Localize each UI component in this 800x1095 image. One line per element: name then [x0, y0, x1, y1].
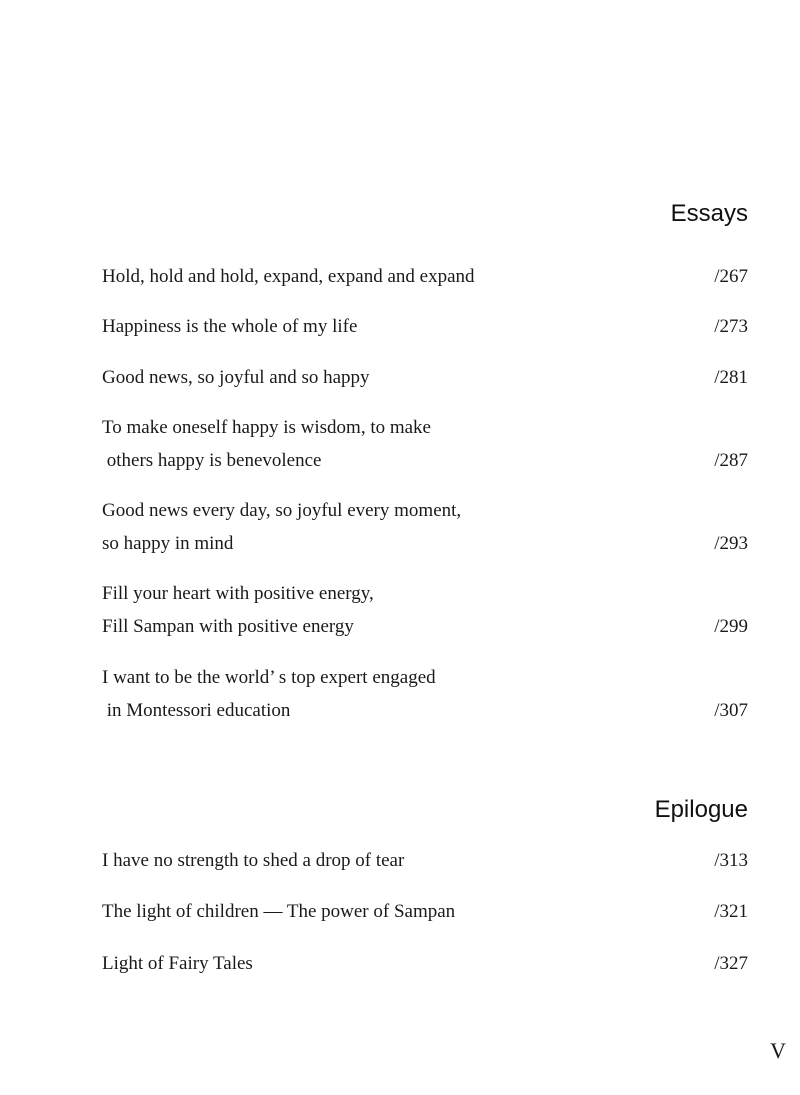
- toc-entry-title: [102, 494, 622, 560]
- toc-entry-title: [102, 895, 622, 928]
- section-heading-epilogue: Epilogue: [654, 796, 748, 823]
- toc-entry-title: [102, 411, 622, 477]
- section-heading-essays: Essays: [670, 200, 748, 227]
- toc-entry-title: [102, 844, 622, 877]
- toc-entry-title: [102, 361, 622, 394]
- toc-entry-page: /281: [714, 367, 748, 388]
- toc-entry-line: Fill Sampan with positive energy: [102, 616, 354, 637]
- toc-entry-line: I want to be the world’ s top expert engaged: [102, 667, 436, 688]
- toc-entry-page: /299: [714, 616, 748, 637]
- toc-entry-title: [102, 577, 622, 643]
- toc-entry: [102, 310, 748, 343]
- toc-entry-page: /287: [714, 450, 748, 471]
- toc-entry-title: [102, 260, 622, 293]
- toc-entry-title: [102, 661, 622, 727]
- toc-entry: [102, 260, 748, 293]
- toc-entry: [102, 411, 748, 477]
- toc-entry: [102, 661, 748, 727]
- toc-entry-page: /293: [714, 533, 748, 554]
- toc-entry-title: [102, 947, 622, 980]
- toc-entry-line: To make oneself happy is wisdom, to make: [102, 417, 431, 438]
- page-number: V: [770, 1038, 786, 1063]
- toc-entry-page: /327: [714, 953, 748, 974]
- toc-entry-line: in Montessori education: [102, 700, 291, 721]
- toc-entry-line: others happy is benevolence: [102, 450, 322, 471]
- toc-entry-line: Happiness is the whole of my life: [102, 316, 358, 337]
- toc-entry-line: Hold, hold and hold, expand, expand and expand: [102, 266, 475, 287]
- toc-entry-line: so happy in mind: [102, 533, 234, 554]
- toc-entry-line: Light of Fairy Tales: [102, 953, 253, 974]
- toc-entry-page: /321: [714, 901, 748, 922]
- toc-entry: [102, 895, 748, 928]
- toc-entry: [102, 947, 748, 980]
- toc-entry-page: /267: [714, 266, 748, 287]
- toc-entry-line: The light of children — The power of Sampan: [102, 901, 456, 922]
- toc-entry-page: /313: [714, 850, 748, 871]
- toc-entry-title: [102, 310, 622, 343]
- toc-entry-line: I have no strength to shed a drop of tear: [102, 850, 405, 871]
- toc-entry-line: Good news every day, so joyful every moment,: [102, 500, 462, 521]
- toc-entry: [102, 361, 748, 394]
- toc-entry-line: Good news, so joyful and so happy: [102, 367, 370, 388]
- toc-entry: [102, 844, 748, 877]
- toc-entry-line: Fill your heart with positive energy,: [102, 583, 374, 604]
- toc-entry: [102, 577, 748, 643]
- toc-entry: [102, 494, 748, 560]
- toc-entry-page: /307: [714, 700, 748, 721]
- toc-entry-page: /273: [714, 316, 748, 337]
